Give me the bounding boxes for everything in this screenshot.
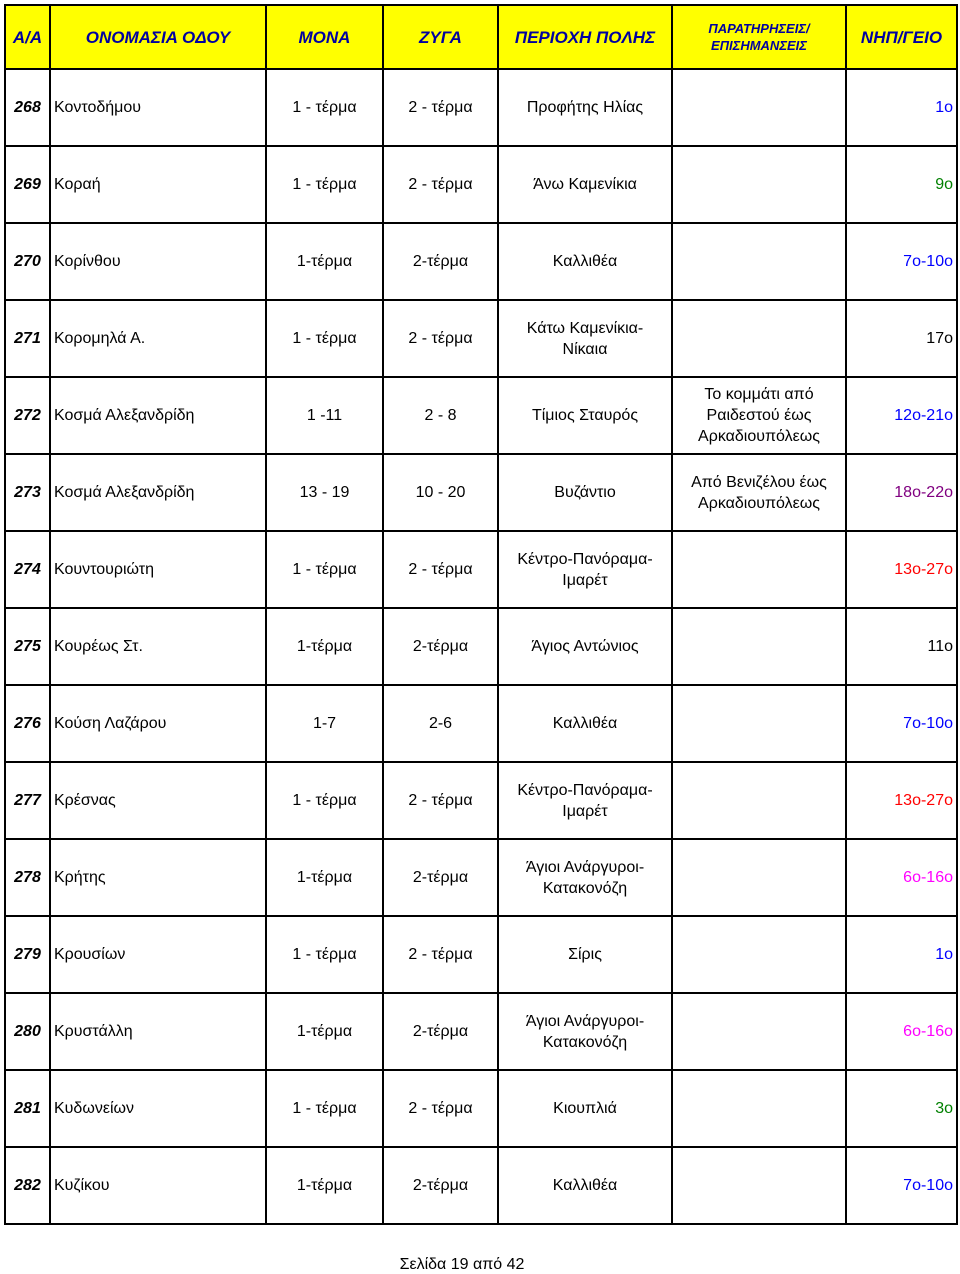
odd-range: 1 - τέρμα bbox=[266, 1070, 383, 1147]
street-name: Κρήτης bbox=[50, 839, 266, 916]
kindergarten-assignment: 1ο bbox=[846, 916, 957, 993]
city-area-line: Νίκαια bbox=[562, 340, 608, 358]
city-area-line: Κάτω Καμενίκια- bbox=[526, 319, 644, 337]
city-area-line: Καλλιθέα bbox=[552, 1177, 618, 1194]
even-range: 2 - τέρμα bbox=[383, 916, 498, 993]
row-number: 268 bbox=[5, 69, 50, 146]
kindergarten-assignment: 17ο bbox=[846, 300, 957, 377]
kindergarten-assignment: 11ο bbox=[846, 608, 957, 685]
odd-range: 1 - τέρμα bbox=[266, 916, 383, 993]
city-area-line: Άγιοι Ανάργυροι- bbox=[525, 1012, 645, 1030]
odd-range: 1 - τέρμα bbox=[266, 300, 383, 377]
row-number: 276 bbox=[5, 685, 50, 762]
street-name: Κυδωνείων bbox=[50, 1070, 266, 1147]
kindergarten-assignment: 13ο-27ο bbox=[846, 762, 957, 839]
row-number: 270 bbox=[5, 223, 50, 300]
street-name: Κυζίκου bbox=[50, 1147, 266, 1224]
remarks bbox=[672, 1147, 846, 1224]
city-area-line: Άνω Καμενίκια bbox=[533, 176, 637, 193]
odd-range: 1-τέρμα bbox=[266, 839, 383, 916]
kindergarten-assignment: 7ο-10ο bbox=[846, 1147, 957, 1224]
header-school: ΝΗΠ/ΓΕΙΟ bbox=[846, 5, 957, 69]
street-name: Κοραή bbox=[50, 146, 266, 223]
even-range: 2-6 bbox=[383, 685, 498, 762]
city-area-line: Τίμιος Σταυρός bbox=[531, 407, 639, 424]
street-roster-table bbox=[4, 4, 958, 1225]
city-area bbox=[498, 531, 672, 608]
street-name: Κρέσνας bbox=[50, 762, 266, 839]
street-name: Κορομηλά Α. bbox=[50, 300, 266, 377]
table-row bbox=[5, 608, 957, 685]
row-number: 275 bbox=[5, 608, 50, 685]
street-name: Κουντουριώτη bbox=[50, 531, 266, 608]
header-aa: Α/Α bbox=[5, 5, 50, 69]
odd-range: 1-τέρμα bbox=[266, 1147, 383, 1224]
row-number: 273 bbox=[5, 454, 50, 531]
remarks bbox=[672, 531, 846, 608]
row-number: 274 bbox=[5, 531, 50, 608]
city-area bbox=[498, 993, 672, 1070]
odd-range: 1 - τέρμα bbox=[266, 762, 383, 839]
kindergarten-assignment: 1ο bbox=[846, 69, 957, 146]
odd-range: 1 - τέρμα bbox=[266, 531, 383, 608]
even-range: 2 - τέρμα bbox=[383, 146, 498, 223]
city-area bbox=[498, 1147, 672, 1224]
header-odd: ΜΟΝΑ bbox=[266, 5, 383, 69]
city-area bbox=[498, 608, 672, 685]
table-row bbox=[5, 1147, 957, 1224]
row-number: 279 bbox=[5, 916, 50, 993]
remarks bbox=[672, 762, 846, 839]
kindergarten-assignment: 6ο-16ο bbox=[846, 993, 957, 1070]
row-number: 277 bbox=[5, 762, 50, 839]
city-area bbox=[498, 69, 672, 146]
city-area-line: Καλλιθέα bbox=[552, 715, 618, 732]
remarks bbox=[672, 608, 846, 685]
kindergarten-assignment: 6ο-16ο bbox=[846, 839, 957, 916]
street-name: Κουρέως Στ. bbox=[50, 608, 266, 685]
even-range: 2 - τέρμα bbox=[383, 69, 498, 146]
city-area-line: Κατακονόζη bbox=[542, 1033, 628, 1051]
page-footer bbox=[0, 1256, 960, 1274]
even-range: 2-τέρμα bbox=[383, 839, 498, 916]
city-area bbox=[498, 377, 672, 454]
table-row bbox=[5, 916, 957, 993]
table-row bbox=[5, 69, 957, 146]
table-row bbox=[5, 839, 957, 916]
kindergarten-assignment: 12ο-21ο bbox=[846, 377, 957, 454]
page-number: Σελίδα 19 από 42 bbox=[399, 1256, 525, 1273]
row-number: 280 bbox=[5, 993, 50, 1070]
city-area bbox=[498, 762, 672, 839]
even-range: 2 - 8 bbox=[383, 377, 498, 454]
city-area-line: Ιμαρέτ bbox=[562, 802, 608, 820]
kindergarten-assignment: 7ο-10ο bbox=[846, 685, 957, 762]
table-row bbox=[5, 531, 957, 608]
row-number: 271 bbox=[5, 300, 50, 377]
city-area-line: Κέντρο-Πανόραμα- bbox=[517, 781, 653, 799]
street-name: Κοσμά Αλεξανδρίδη bbox=[50, 377, 266, 454]
header-area: ΠΕΡΙΟΧΗ ΠΟΛΗΣ bbox=[498, 5, 672, 69]
row-number: 278 bbox=[5, 839, 50, 916]
city-area bbox=[498, 300, 672, 377]
remarks-line: Από Βενιζέλου έως bbox=[691, 473, 827, 491]
even-range: 10 - 20 bbox=[383, 454, 498, 531]
even-range: 2 - τέρμα bbox=[383, 762, 498, 839]
odd-range: 13 - 19 bbox=[266, 454, 383, 531]
remarks bbox=[672, 993, 846, 1070]
table-row bbox=[5, 223, 957, 300]
odd-range: 1 - τέρμα bbox=[266, 146, 383, 223]
remarks bbox=[672, 377, 846, 454]
remarks bbox=[672, 1070, 846, 1147]
even-range: 2 - τέρμα bbox=[383, 531, 498, 608]
street-name: Κοσμά Αλεξανδρίδη bbox=[50, 454, 266, 531]
odd-range: 1-τέρμα bbox=[266, 993, 383, 1070]
even-range: 2 - τέρμα bbox=[383, 300, 498, 377]
city-area bbox=[498, 685, 672, 762]
city-area bbox=[498, 916, 672, 993]
city-area-line: Σίρις bbox=[568, 946, 602, 963]
city-area-line: Ιμαρέτ bbox=[562, 571, 608, 589]
odd-range: 1-τέρμα bbox=[266, 608, 383, 685]
even-range: 2-τέρμα bbox=[383, 608, 498, 685]
odd-range: 1 - τέρμα bbox=[266, 69, 383, 146]
header-even: ΖΥΓΑ bbox=[383, 5, 498, 69]
table-row bbox=[5, 454, 957, 531]
street-name: Κρυστάλλη bbox=[50, 993, 266, 1070]
table-row bbox=[5, 377, 957, 454]
odd-range: 1-7 bbox=[266, 685, 383, 762]
kindergarten-assignment: 18ο-22ο bbox=[846, 454, 957, 531]
table-row bbox=[5, 685, 957, 762]
header-notes-line2: ΕΠΙΣΗΜΑΝΣΕΙΣ bbox=[711, 38, 807, 53]
header-row bbox=[5, 5, 957, 69]
remarks-line: Το κομμάτι από bbox=[704, 386, 814, 403]
city-area bbox=[498, 839, 672, 916]
city-area-line: Άγιοι Ανάργυροι- bbox=[525, 858, 645, 876]
table-row bbox=[5, 762, 957, 839]
odd-range: 1 -11 bbox=[266, 377, 383, 454]
remarks bbox=[672, 223, 846, 300]
kindergarten-assignment: 7ο-10ο bbox=[846, 223, 957, 300]
street-name: Κρουσίων bbox=[50, 916, 266, 993]
kindergarten-assignment: 9ο bbox=[846, 146, 957, 223]
row-number: 281 bbox=[5, 1070, 50, 1147]
even-range: 2 - τέρμα bbox=[383, 1070, 498, 1147]
remarks bbox=[672, 69, 846, 146]
city-area-line: Κιουπλιά bbox=[553, 1100, 617, 1117]
table-row bbox=[5, 300, 957, 377]
table-row bbox=[5, 1070, 957, 1147]
city-area-line: Κέντρο-Πανόραμα- bbox=[517, 550, 653, 568]
table-row bbox=[5, 146, 957, 223]
remarks-line: Αρκαδιουπόλεως bbox=[698, 494, 820, 512]
street-name: Κορίνθου bbox=[50, 223, 266, 300]
city-area-line: Άγιος Αντώνιος bbox=[531, 638, 639, 655]
table-row bbox=[5, 993, 957, 1070]
remarks bbox=[672, 916, 846, 993]
header-notes-line1: ΠΑΡΑΤΗΡΗΣΕΙΣ/ bbox=[708, 21, 810, 36]
even-range: 2-τέρμα bbox=[383, 993, 498, 1070]
street-name: Κοντοδήμου bbox=[50, 69, 266, 146]
row-number: 269 bbox=[5, 146, 50, 223]
kindergarten-assignment: 13ο-27ο bbox=[846, 531, 957, 608]
city-area-line: Βυζάντιο bbox=[554, 484, 616, 501]
city-area-line: Καλλιθέα bbox=[552, 253, 618, 270]
row-number: 272 bbox=[5, 377, 50, 454]
remarks bbox=[672, 146, 846, 223]
city-area bbox=[498, 1070, 672, 1147]
city-area bbox=[498, 223, 672, 300]
city-area bbox=[498, 146, 672, 223]
remarks-line: Ραιδεστού έως bbox=[706, 407, 812, 424]
even-range: 2-τέρμα bbox=[383, 1147, 498, 1224]
header-street: ΟΝΟΜΑΣΙΑ ΟΔΟΥ bbox=[50, 5, 266, 69]
city-area bbox=[498, 454, 672, 531]
remarks-line: Αρκαδιουπόλεως bbox=[698, 428, 820, 445]
remarks bbox=[672, 300, 846, 377]
city-area-line: Κατακονόζη bbox=[542, 879, 628, 897]
remarks bbox=[672, 839, 846, 916]
kindergarten-assignment: 3ο bbox=[846, 1070, 957, 1147]
city-area-line: Προφήτης Ηλίας bbox=[526, 99, 644, 116]
header-notes bbox=[672, 5, 846, 69]
remarks bbox=[672, 685, 846, 762]
street-name: Κούση Λαζάρου bbox=[50, 685, 266, 762]
remarks bbox=[672, 454, 846, 531]
odd-range: 1-τέρμα bbox=[266, 223, 383, 300]
even-range: 2-τέρμα bbox=[383, 223, 498, 300]
row-number: 282 bbox=[5, 1147, 50, 1224]
